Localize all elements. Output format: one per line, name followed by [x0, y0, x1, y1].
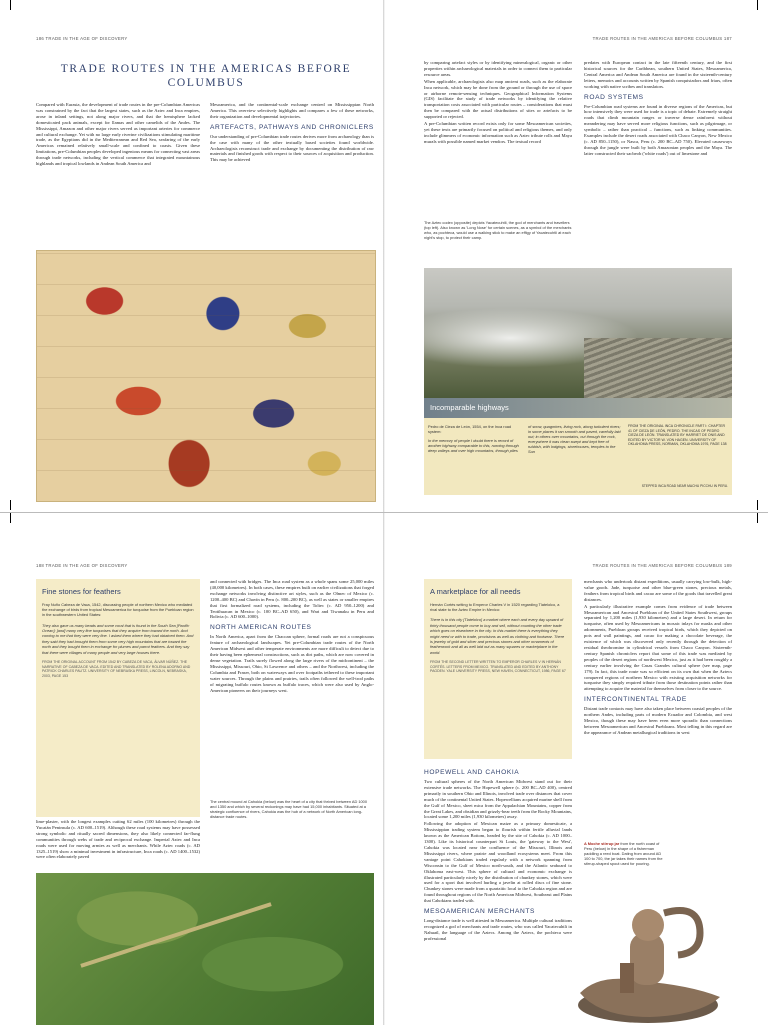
- running-head-left: 188 TRADE IN THE AGE OF DISCOVERY: [36, 563, 128, 568]
- panel-column-1: [428, 424, 522, 494]
- gutter: [383, 0, 385, 512]
- paragraph: Distant trade contacts may have also taken place between coastal peoples of the northern Andes, including parts of modern Ecuador and Colombia, and west Mexico, though these may have been even more sporadic than connections between Mesoamerican and Ancestral Puebloans. Most telling in this regard are the appearance of Andean metallurgical traditions in west: [584, 706, 732, 735]
- paragraph: by comparing artefact styles or by identifying mineralogical, organic or other properties within archaeological materials in order to connect them to particular resource areas.: [424, 60, 572, 77]
- photo-credit: STEPPED INCA ROAD NEAR MACHU PICCHU IN PERU.: [641, 484, 728, 488]
- bottom-spread: [0, 512, 768, 1025]
- cahokia-aerial-photo: [36, 873, 374, 1025]
- gutter: [383, 513, 385, 1025]
- feature-box-fine-stones: [36, 579, 200, 817]
- section-heading: NORTH AMERICAN ROUTES: [210, 624, 312, 632]
- aztec-codex-image: [36, 250, 376, 502]
- text-column-3: [424, 765, 572, 1021]
- crop-mark: [10, 500, 11, 510]
- moche-stirrup-jar-image: [560, 893, 730, 1025]
- text-column-4: [584, 579, 732, 817]
- crop-mark: [757, 500, 758, 510]
- box-quote: They also gave us many beads and some coral that is found in the South Sea [Pacific Ocean]; [and] many very fine turquoises that they acquire from toward the north. And coming to me that they were very fine. I asked them where they had obtained them. And they said they had brought them from some very high mountains that are toward the north and they bought them in exchange for plumes and parrot feathers. And they say that there were villages of many people and very large houses there.: [42, 622, 194, 655]
- crop-mark: [10, 513, 11, 523]
- paragraph: Long-distance trade is well attested in Mesoamerica. Multiple cultural traditions recognized a god of merchants and trade routes, who was called Yacatecuhtli in Nahuatl, the language of the Aztecs. Among the Aztecs, the pochteca were professional: [424, 918, 572, 941]
- caption-text: from the north coast of Peru (below) in the shape of a fisherman paddling a reed boat. Dating from around AD 100 to 700, the jar takes their names from the stirrup-shaped spout used for pouring.: [584, 841, 663, 866]
- box-title: A marketplace for all needs: [430, 587, 521, 596]
- text-column-1: [36, 102, 200, 248]
- box-quote: There is in this city [Tlatelolco] a market where each and every day upward of thirty thousand people come to buy and sell, without counting the other trade which goes on elsewhere in the city. In this market there is everything they might need or with to trade, provisions as well as clothing and footwear. There is jewelry of gold and silver and precious stones and other ornaments of featherwork and all as well laid out as many squares or marketplace in the world.: [430, 617, 565, 655]
- paragraph: Two cultural spheres of the North American Midwest stand out for their extensive trade networks. The Hopewell sphere (c. 200 BC–AD 400), centred primarily in southern Ohio and Illinois, involved trade over distances that cover much of the continental United States. Hopewellians acquired marine shell from the Gulf of Mexico, sheet mica from the Appalachian Mountains, copper from the Great Lakes, and obsidian and grizzly-bear teeth from the Rocky Mountains, located some 1,200 miles (1,930 kilometres) away.: [424, 779, 572, 820]
- paragraph: When applicable, archaeologists also map ancient roads, such as the elaborate Inca network, which may be done from the ground or through the use of space or airborne remote-sensing techniques. Geographical Information Systems (GIS) facilitate the study of trade networks by identifying the relative transportation costs associated with particular routes – considerations that must then be compared with the actual distributions of sites or artefacts to be supported or rejected.: [424, 78, 572, 120]
- inca-road-photo: [424, 268, 732, 398]
- panel-intro: Pedro de Cieza de León, 1554, on the Inca road system:: [428, 424, 512, 434]
- box-title: Fine stones for feathers: [42, 587, 121, 596]
- text-column-2: [210, 579, 374, 819]
- paragraph: lime-plaster, with the longest examples cutting 62 miles (100 kilometres) through the Yucatán Peninsula (c. AD 600–1519). Although these road systems may have possessed strong symbolic and ritually sacred dimensions, they also likely connected far-flung communities through webs of trade and reciprocal exchange. Imperial Aztec and Inca roads were used for moving armies as well as merchants. While Aztec roads (c. AD 1325–1519) show a minimal investment in infrastructure, Inca roads (c. AD 1400–1532) were often elaborately paved: [36, 819, 200, 860]
- panel-quote: In the memory of people I doubt there is record of another highway comparable to this, running through deep valleys and over high mountains, through piles: [428, 438, 519, 453]
- text-column-3: [424, 60, 572, 220]
- paragraph: merchants who undertook distant expeditions, usually carrying low-bulk, high-value goods. Jade, turquoise and other blue-green stones, precious metals, feathers from tropical birds and cacao are some of the goods that travelled great distances.: [584, 579, 732, 602]
- running-head-left: 186 TRADE IN THE AGE OF DISCOVERY: [36, 36, 128, 41]
- feature-box-marketplace: [424, 579, 572, 759]
- section-heading: MESOAMERICAN MERCHANTS: [424, 908, 536, 916]
- section-heading: ARTEFACTS, PATHWAYS AND CHRONICLERS: [210, 123, 374, 131]
- paragraph: Our understanding of pre-Columbian trade routes derives more from archaeology than is the case with many of the other textually based societies found worldwide. Archaeologists reconstruct trade and exchange by documenting the distribution of raw materials and finished goods with respect to their sources of acquisition and production. This may be achieved: [210, 133, 374, 163]
- panel-column-3: FROM THE ORIGINAL INCA CHRONICLE PART I: CHAPTER 41 OF CIEZA DE LEÓN, PEDRO. THE INCAS OF PEDRO CIEZA DE LEÓN. TRANSLATED BY HARRIET DE ONIS AND EDITED BY VICTOR W. VON HAGEN. UNIVERSITY OF OKLAHOMA PRESS, NORMAN, OKLAHOMA 1976, PAGE 138: [628, 424, 727, 447]
- paragraph: and connected with bridges. The Inca road system as a whole spans some 25,000 miles (40,000 kilometres). In both cases, these empires built on earlier civilizations that forged exchange networks involving distinctive art styles, such as the Olmec of Mexico (c. 1200–400 BC) and Chavín in Peru (c. 800–200 BC), as well as states or smaller empires that first formalized road systems, including the Toltec (c. AD 950–1200) and Teotihuacan in Mexico (c. 100 BC–AD 650), and Wari and Tiwanaku in Peru and Bolivia (c. AD 600–1000).: [210, 579, 374, 620]
- panel-title: Incomparable highways: [424, 398, 732, 418]
- paragraph: Pre-Columbian road systems are found in diverse regions of the Americas, but how intensively they were used for trade is a topic of debate. Extremely straight roads that climb mountain ranges or traverse dense rainforest without meandering may have served more religious functions, such as pilgrimage, or symbolic – rather than practical – functions, such as linking communities. Examples include the desert roads associated with Chaco Canyon, New Mexico (c. AD 850–1150), or Nasca, Peru (c. 200 BC–AD 750). Elevated causeways through the jungle were built by both Amazonian peoples and the Maya. The latter constructed their sacbeob ('white roads') out of limestone and: [584, 103, 732, 156]
- caption-lead: A Moche stirrup jar: [584, 841, 620, 846]
- section-heading: ROAD SYSTEMS: [584, 93, 644, 101]
- paragraph: A particularly illustrative example comes from evidence of trade between Mesoamerican and Ancestral Puebloan of the United States Southwest, groups separated by 1,200 miles (1,930 kilometres) and a large desert. In return for turquoise, often used by Mesoamericans in mosaic inlays for masks and other adornments, Puebloan groups received tropical birds, which they depicted on pots and wall paintings, and cacao for making a chocolate beverage, the existence of which was discovered only recently through the detection of residual theobromine in cylindrical vessels from Chaco Canyon. Sixteenth-century Spanish chroniclers report that some of this trade was mediated by peoples of the desert regions of northwest Mexico, just as it had been roughly a century earlier involving the Casas Grandes cultural sphere (see map, page 179). In fact, this trade route was so efficient on its own that when the Aztecs conquered regions of northern Mexico with existing acquisition networks for turquoise they simply required tribute from those destination points rather than attempting to acquire the material for themselves from closer to the source.: [584, 603, 732, 692]
- box-intro: Fray Nuño Cabeza de Vaca, 1542, discussing people of northern Mexico who mediated the exchange of birds from tropical Mesoamerica for turquoise from the Puebloan region in the southwestern United States:: [42, 602, 194, 618]
- chapter-title: TRADE ROUTES IN THE AMERICAS BEFORE COLUMBUS: [60, 63, 352, 89]
- section-heading: INTERCONTINENTAL TRADE: [584, 696, 687, 704]
- paragraph: A pre-Columbian written record exists only for some Mesoamerican societies, yet these texts are primarily focused on political and religious themes, and only include glimmers of economic information such as Aztec tribute rolls and Maya murals with possible named market vendors. The textual record: [424, 121, 572, 144]
- running-head-right: TRADE ROUTES IN THE AMERICAS BEFORE COLUMBUS 187: [592, 36, 732, 41]
- crop-mark: [10, 0, 11, 10]
- text-column-4: [584, 60, 732, 265]
- moche-jar-caption: [584, 841, 664, 881]
- section-heading: HOPEWELL AND CAHOKIA: [424, 769, 520, 776]
- cahokia-caption: The central mound at Cahokia (below) was the heart of a city that thrived between AD 1000 and 1350 and which by several reckonings may have had 15,000 inhabitants. Situated at a strategic confluence of rivers, Cahokia was the hub of a network of North American long-distance trade routes.: [210, 799, 368, 819]
- paragraph: Following the adoption of Mexican maize as a primary domesticate, a Mississippian trading system began to flourish within fertile alluvial lands known as the American Bottom, headed by the site of Cahokia (c. AD 1000–1300). Like its historical counterpart St Louis, the 'gateway to the West', Cahokia was located near the confluence of the Missouri, Illinois and Mississippi rivers, where prairie and woodland ecosystems meet. From this vantage point Cahokians traded regularly with a network spanning from Wisconsin to the Gulf of Mexico north-south, and the Atlantic seaboard to Oklahoma east-west. This sphere of cultural and economic exchange is illustrated particularly nicely by the distribution of chunkey stones, which were used for a sport that involved hurling a javelin at rolled discs of fine stone. Chunkey stones were made from a quartzitic local to the Cahokia region and are found throughout regions of the North American Midwest, Southeast and Plains that Cahokians traded with.: [424, 821, 572, 904]
- crop-mark: [757, 0, 758, 10]
- running-head-right: TRADE ROUTES IN THE AMERICAS BEFORE COLUMBUS 189: [592, 563, 732, 568]
- paragraph: Mesoamerica, and the continental-scale exchange centred on Mississippian North America. This overview selectively highlights and compares a few of these networks, their organization and developmental trajectories.: [210, 102, 374, 119]
- text-column-2: [210, 102, 374, 248]
- crop-mark: [757, 513, 758, 523]
- panel-column-2: of snow, quagmires, living rock, along turbulent rivers; in some places it ran smooth and paved, carefully laid out; in others over mountains, cut through the rock, everywhere it was clean swept and kept free of rubbish, with lodgings, storehouses, temples to the Sun: [528, 424, 621, 454]
- text-column-1: [36, 819, 200, 869]
- paragraph: In North America, apart from the Chacoan sphere, formal roads are not a conspicuous feature of archaeological landscapes. Yet pre-Columbian trade routes of the North American Midwest and other temperate environments are more difficult to detect due to their having been ephemeral constructions, such as dirt paths, which are now covered in dense vegetation. Trails surely flowed along the large rivers of the midcontinent – the Mississippi, Missouri, Ohio, St Lawrence and others – and the Northwest, including the Columbia and Fraser, both on waterways and over footpaths tethered to these important water sources. Through the plains and prairies, trails often followed the well-trod paths of migrating buffalo routes known as buffalo traces, which were also used by Anglo-American pioneers on their journeys west.: [210, 634, 374, 693]
- paragraph: Compared with Eurasia, the development of trade routes in the pre-Columbian Americas was constrained by the fact that the largest states, such as the Aztec and Inca empires, arose in inland settings, not along major rivers, and that the hemisphere lacked domesticated pack animals, except for llamas and other camelids of the Andes. The Mississippi, Amazon and other major rivers served as important arteries for commerce and cultural exchange. Yet with no large early riverine civilizations stimulating maritime trade, as the Egyptians did in the Mediterranean and Red Sea, seafaring of the early Americas remained relatively small-scale and confined to coasts. Given these limitations, pre-Columbian peoples developed ingenious means for connecting vast areas through trade networks, including the vertical commerce that integrated mountainous highlands and tropical lowlands in Andean South America and: [36, 102, 200, 167]
- paragraph: predates with European contact in the late fifteenth century, and the first historical sources for the Caribbean, southern United States, Mesoamerica, Central America and Andean South America are found in the sixteenth-century letters, memoirs and accounts written by Spanish conquistadors and friars, often working with native scribes and translators.: [584, 60, 732, 89]
- top-spread: [0, 0, 768, 512]
- box-intro: Hernán Cortés writing to Emperor Charles V in 1520 regarding Tlatelolco, a rival state to the Aztec Empire in Mexico:: [430, 602, 560, 613]
- box-source: FROM THE ORIGINAL ACCOUNT FROM 1542 BY CABEZA DE VACA, ÁLVAR NÚÑEZ. THE NARRATIVE OF CABEZA DE VACA. EDITED AND TRANSLATED BY ROLENA ADORNO AND PATRICK CHARLES PAUTZ. UNIVERSITY OF NEBRASKA PRESS, LINCOLN, NEBRASKA, 2003, PAGE 153: [42, 660, 191, 678]
- box-source: FROM THE SECOND LETTER WRITTEN TO EMPEROR CHARLES V IN HERNÁN CORTÉS. LETTERS FROM MEXICO. TRANSLATED AND EDITED BY ANTHONY PAGDEN. YALE UNIVERSITY PRESS, NEW HAVEN, CONNECTICUT, 1986, PAGE 67: [430, 660, 566, 674]
- codex-caption: The Aztec codex (opposite) depicts Yacatecuhtli, the god of merchants and travellers (top left). Also known as 'Long Nose' for certain scenes, as a symbol of the merchants who, as pochteca, would use a walking stick to make an effigy of Yacatecuhtli at each night's stop, to protect their camp.: [424, 220, 572, 240]
